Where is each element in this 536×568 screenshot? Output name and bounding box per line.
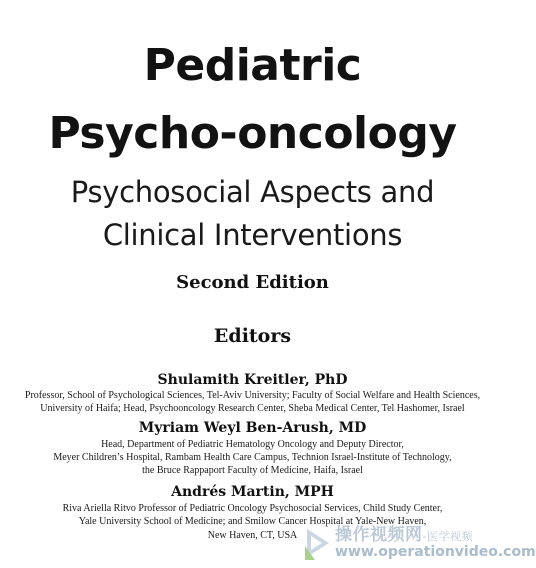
editor-name: Shulamith Kreitler, PhD — [157, 372, 348, 388]
editor-affiliation-line: Yale University School of Medicine; and Smilow Cancer Hospital at Yale-New Haven, — [78, 516, 427, 527]
book-title-line-1: Pediatric — [143, 40, 362, 91]
watermark-cn-main: 操作视频网 — [335, 525, 423, 545]
book-subtitle-line-1: Psychosocial Aspects and — [70, 175, 435, 209]
book-subtitle-line-2: Clinical Interventions — [102, 218, 403, 252]
edition-label: Second Edition — [176, 272, 329, 293]
editor-name: Myriam Weyl Ben-Arush, MD — [138, 420, 367, 436]
watermark-cn — [335, 527, 536, 544]
editors-heading: Editors — [213, 325, 292, 347]
book-title-line-2: Psycho-oncology — [48, 108, 457, 159]
watermark-text — [335, 527, 536, 559]
play-logo-icon — [304, 526, 332, 560]
editor-affiliation-line: Meyer Children’s Hospital, Rambam Health Care Campus, Technion Israel-Institute of Technology, — [53, 452, 452, 463]
watermark — [304, 522, 536, 564]
watermark-url: www.operationvideo.com — [335, 544, 536, 560]
editor-affiliation-line: Head, Department of Pediatric Hematology Oncology and Deputy Director, — [101, 439, 404, 450]
editor-affiliation-line: Professor, School of Psychological Sciences, Tel-Aviv University; Faculty of Social Welfare and Health Sciences, — [24, 390, 481, 401]
editor-affiliation-line: the Bruce Rappaport Faculty of Medicine, Haifa, Israel — [142, 465, 363, 476]
watermark-cn-suffix: -医学视频 — [422, 530, 473, 543]
editor-affiliation-line: University of Haifa; Head, Psychooncology Research Center, Sheba Medical Center, Tel Hashomer, Israel — [40, 403, 465, 414]
editor-affiliation-line: New Haven, CT, USA — [207, 530, 298, 541]
editor-name: Andrés Martin, MPH — [171, 484, 334, 500]
editor-affiliation-line: Riva Ariella Ritvo Professor of Pediatric Oncology Psychosocial Services, Child Study Center, — [62, 503, 443, 514]
